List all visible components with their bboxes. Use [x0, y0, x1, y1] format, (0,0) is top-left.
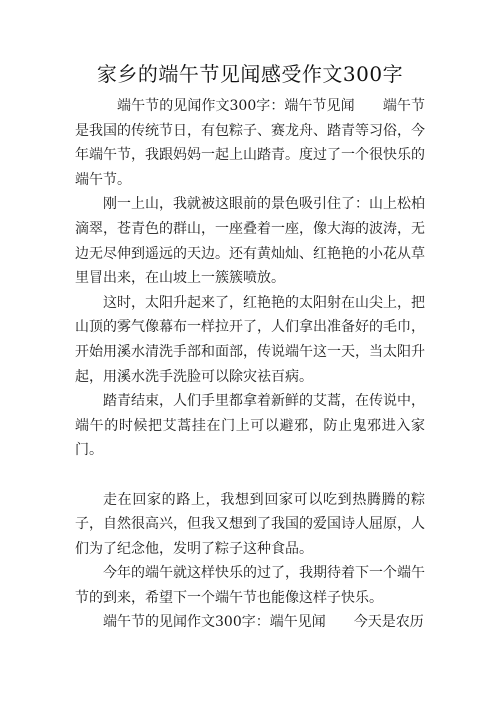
paragraph-5: 走在回家的路上，我想到回家可以吃到热腾腾的粽子，自然很高兴，但我又想到了我国的爱国诗人屈原，人们为了纪念他，发明了粽子这种食品。 [75, 491, 425, 557]
paragraph-7: 端午节的见闻作文300字：端午见闻 今天是农历 [103, 614, 424, 631]
paragraph-1: 端午节的见闻作文300字：端午节见闻 端午节是我国的传统节日，有包粽子、赛龙舟、踏青等习俗，今年端午节，我跟妈妈一起上山踏青。度过了一个很快乐的端午节。 [75, 98, 425, 188]
document-title: 家乡的端午节见闻感受作文300字 [96, 62, 404, 86]
paragraph-spacer [75, 463, 425, 488]
paragraph-4: 踏青结束，人们手里都拿着新鲜的艾蒿，在传说中，端午的时候把艾蒿挂在门上可以避邪，防止鬼邪进入家门。 [75, 393, 425, 459]
paragraph-2: 刚一上山，我就被这眼前的景色吸引住了：山上松柏滴翠，苍青色的群山，一座叠着一座，像大海的波涛，无边无尽伸到遥远的天边。还有黄灿灿、红艳艳的小花从草里冒出来，在山坡上一簇簇喷放。 [75, 196, 425, 287]
paragraph-6: 今年的端午就这样快乐的过了，我期待着下一个端午节的到来，希望下一个端午节也能像这样子快乐。 [75, 565, 425, 606]
paragraph-3: 这时，太阳升起来了，红艳艳的太阳射在山尖上，把山顶的雾气像幕布一样拉开了，人们拿出准备好的毛巾，开始用溪水清洗手部和面部，传说端午这一天，当太阳升起，用溪水洗手洗脸可以除灾祛百病。 [75, 294, 425, 385]
document-body [75, 94, 425, 635]
